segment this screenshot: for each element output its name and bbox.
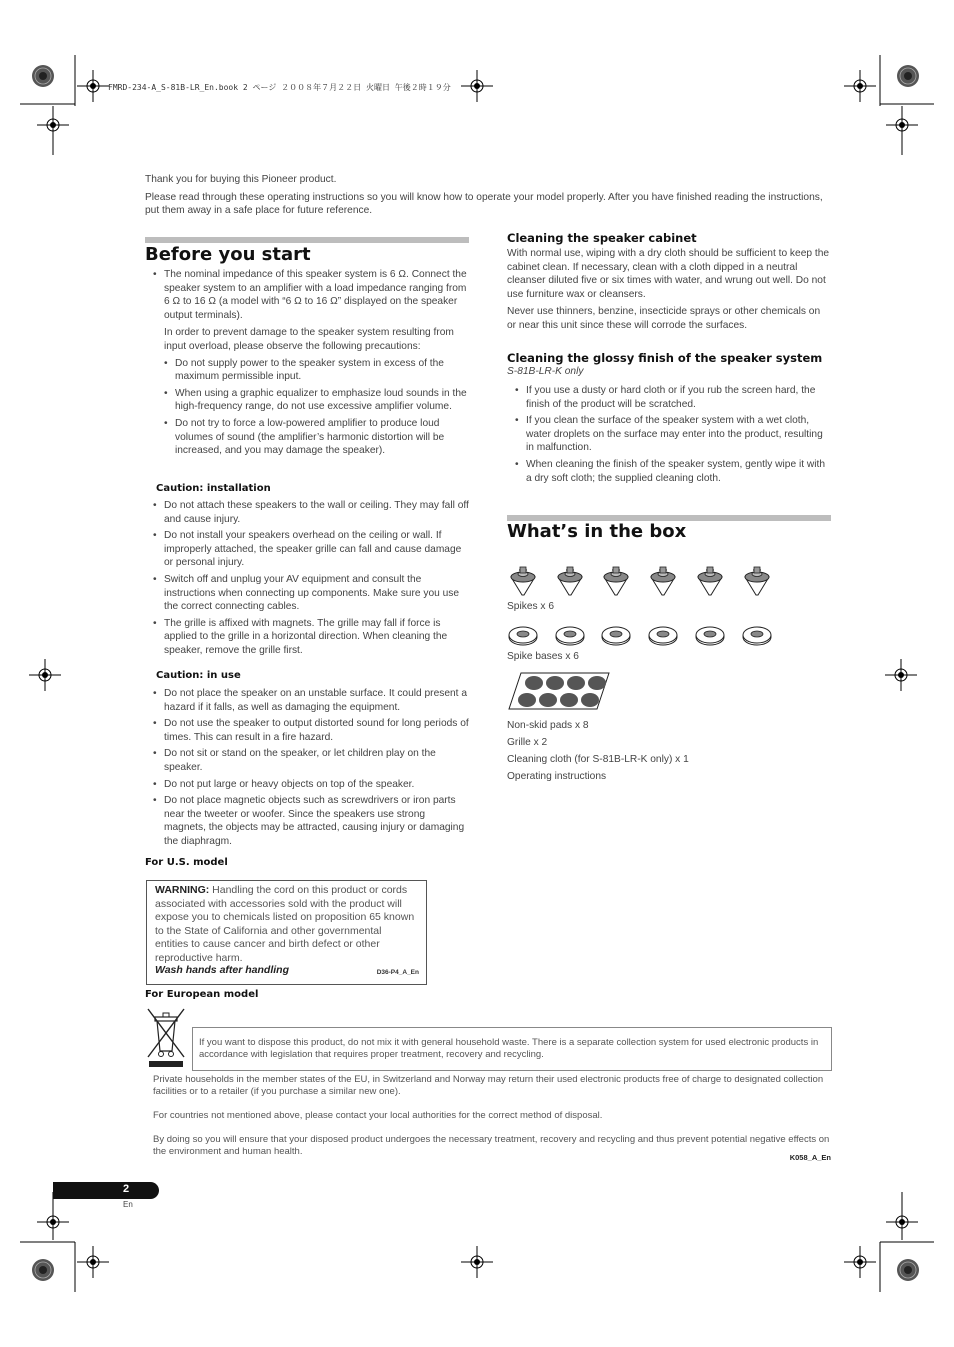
- intro: [145, 173, 835, 218]
- intro-read: Please read through these operating instructions so you will know how to operate your model properly. After you have finished reading the instructions, put them away in a safe place for future reference.: [145, 191, 823, 217]
- disposal-box: [192, 1027, 832, 1071]
- caution-in-use-title: Caution: in use: [156, 670, 241, 681]
- impedance-text: The nominal impedance of this speaker system is 6 Ω. Connect the speaker system to an amplifier with a load impedance ranging from 6 Ω to 16 Ω (a model with “6 Ω to 16 Ω” displayed on the speaker output terminals).: [164, 269, 467, 321]
- precaution-item: • Do not try to force a low-powered amplifier to produce loud volumes of sound (the amplifier’s harmonic distortion will be increased, and you may damage the speaker).: [164, 417, 469, 458]
- us-model-title: For U.S. model: [145, 857, 228, 868]
- before-you-start-title: Before you start: [145, 244, 311, 265]
- page-number: 2: [123, 1183, 130, 1195]
- caution-in-use-list: [153, 687, 469, 852]
- crossed-bin-icon: [146, 1007, 186, 1069]
- installation-item: • Switch off and unplug your AV equipment and consult the instructions when connecting up components. Make sure you use the correct connecting cables.: [153, 573, 469, 614]
- language-code: En: [123, 1200, 133, 1209]
- precaution-item: • Do not supply power to the speaker system in excess of the maximum permissible input.: [164, 357, 469, 384]
- file-header: FMRD-234-A_S-81B-LR_En.book 2 ページ ２００８年７月２２日 火曜日 午後２時１９分: [108, 83, 451, 92]
- cloth-label: Cleaning cloth (for S-81B-LR-K only) x 1: [507, 754, 689, 765]
- installation-item: • The grille is affixed with magnets. The grille may fall if force is applied to the grille in a horizontal direction. When cleaning the speaker, remove the grille first.: [153, 617, 469, 658]
- in-use-item: • Do not place the speaker on an unstable surface. It could present a hazard if it falls, as well as damaging the equipment.: [153, 687, 469, 714]
- spikes-label: Spikes x 6: [507, 601, 554, 612]
- cleaning-cabinet-body: [507, 247, 831, 333]
- glossy-model-note: S-81B-LR-K only: [507, 366, 584, 377]
- pads-label: Non-skid pads x 8: [507, 720, 589, 731]
- cleaning-glossy-title: Cleaning the glossy finish of the speaker system: [507, 351, 823, 365]
- warning-code: D36-P4_A_En: [376, 969, 419, 976]
- installation-item: • Do not install your speakers overhead on the ceiling or wall. If improperly attached, the speaker grille can fall and cause damage or personal injury.: [153, 529, 469, 570]
- whats-in-box-title: What’s in the box: [507, 521, 687, 542]
- warning-label: WARNING:: [155, 884, 210, 896]
- disposal-box-text: If you want to dispose this product, do not mix it with general household waste. There is a separate collection system for used electronic products in accordance with legislation that requires proper treatment, recovery and recycling.: [199, 1037, 819, 1060]
- glossy-item: • If you clean the surface of the speaker system with a wet cloth, water droplets on the surface may enter into the product, resulting in malfunction.: [515, 414, 831, 455]
- impedance-item: [153, 268, 469, 354]
- disposal-code: K058_A_En: [789, 1153, 831, 1162]
- spike-bases-label: Spike bases x 6: [507, 651, 579, 662]
- instructions-label: Operating instructions: [507, 771, 607, 782]
- page-number-tab: [53, 1182, 159, 1199]
- box-contents-list: [507, 717, 689, 785]
- eu-model-title: For European model: [145, 989, 259, 1000]
- installation-item: • Do not attach these speakers to the wall or ceiling. They may fall off and cause injury.: [153, 499, 469, 526]
- before-you-start-body: [153, 268, 469, 461]
- precaution-item: • When using a graphic equalizer to emphasize loud sounds in the high-frequency range, do not use excessive amplifier volume.: [164, 387, 469, 414]
- cabinet-p1: With normal use, wiping with a dry cloth should be sufficient to keep the cabinet clean. If necessary, clean with a cloth dipped in a neutral cleanser diluted five or six times with water, and wrung out well. Do not use furniture wax or cleansers.: [507, 248, 830, 300]
- warning-wash: Wash hands after handling: [155, 964, 289, 976]
- grille-label: Grille x 2: [507, 737, 548, 748]
- warning-text: Handling the cord on this product or cords associated with accessories sold with the product will expose you to chemicals listed on proposition 65 known to the State of California and other governmental entities to cause cancer and birth defect or other reproductive harm.: [155, 884, 415, 964]
- disposal-p1: Private households in the member states of the EU, in Switzerland and Norway may return their used electronic products free of charge to designated collection facilities or to a retailer (if you purchase a similar new one).: [153, 1074, 824, 1097]
- glossy-item: • If you use a dusty or hard cloth or if you rub the screen hard, the finish of the product will be scratched.: [515, 384, 831, 411]
- cleaning-cabinet-title: Cleaning the speaker cabinet: [507, 231, 697, 245]
- in-use-item: • Do not put large or heavy objects on top of the speaker.: [153, 778, 469, 792]
- spikes-illustration: [507, 565, 777, 601]
- disposal-p3: By doing so you will ensure that your disposed product undergoes the necessary treatment, recovery and recycling and thus prevent potential negative effects on the environment and human health.: [153, 1134, 830, 1157]
- glossy-list: [515, 384, 831, 488]
- in-use-item: • Do not use the speaker to output distorted sound for long periods of times. This can result in a fire hazard.: [153, 717, 469, 744]
- disposal-info: [153, 1074, 831, 1158]
- spike-bases-illustration: [507, 624, 777, 648]
- disposal-p2: For countries not mentioned above, please contact your local authorities for the correct method of disposal.: [153, 1110, 603, 1121]
- caution-installation-title: Caution: installation: [156, 483, 271, 494]
- in-use-item: • Do not sit or stand on the speaker, or let children play on the speaker.: [153, 747, 469, 774]
- cabinet-p2: Never use thinners, benzine, insecticide sprays or other chemicals on or near this unit since these will corrode the surfaces.: [507, 306, 821, 331]
- non-skid-pads-illustration: [507, 671, 611, 713]
- in-use-item: • Do not place magnetic objects such as screwdrivers or iron parts near the tweeter or woofer. Since the speakers use strong magnets, the objects may be attracted, causing injury or damaging the diaphragm.: [153, 794, 469, 848]
- prop65-warning-box: [146, 880, 427, 985]
- overload-intro: In order to prevent damage to the speaker system resulting from input overload, please observe the following precautions:: [164, 327, 454, 352]
- intro-thanks: Thank you for buying this Pioneer product.: [145, 174, 337, 185]
- caution-installation-list: [153, 499, 469, 661]
- section-rule: [145, 237, 469, 243]
- glossy-item: • When cleaning the finish of the speaker system, gently wipe it with a dry soft cloth; the supplied cleaning cloth.: [515, 458, 831, 485]
